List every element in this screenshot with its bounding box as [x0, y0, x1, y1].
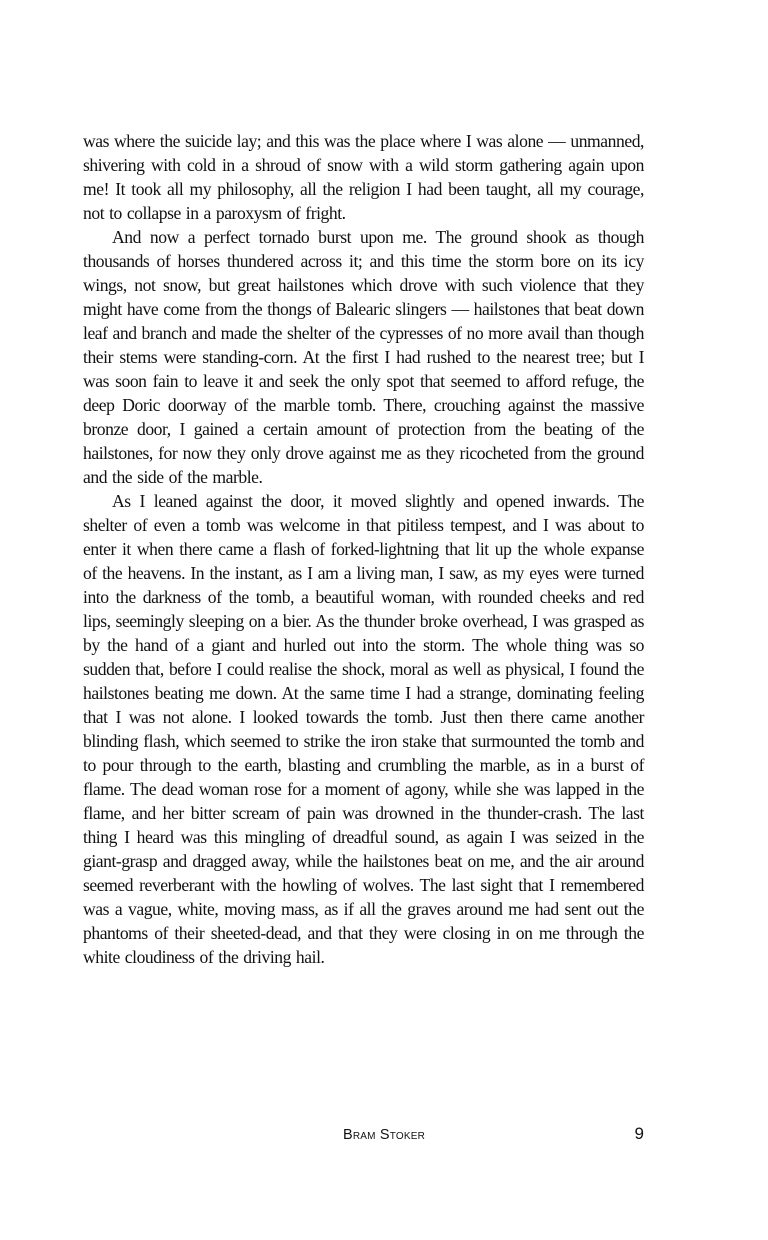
- paragraph-continued: was where the suicide lay; and this was the place where I was alone — unmanned, shivering with cold in a shroud of snow with a wild storm gathering again upon me! It took all my philosophy, all the religion I had been taught, all my courage, not to collapse in a paroxysm of fright.: [83, 131, 644, 223]
- page-number: 9: [634, 1124, 644, 1143]
- paragraph-tornado: And now a perfect tornado burst upon me. The ground shook as though thousands of horses thundered across it; and this time the storm bore on its icy wings, not snow, but great hailstones which drove with such violence that they might have come from the thongs of Balearic slingers — hailstones that beat down leaf and branch and made the shelter of the cypresses of no more avail than though their stems were standing-corn. At the first I had rushed to the nearest tree; but I was soon fain to leave it and seek the only spot that seemed to afford refuge, the deep Doric doorway of the marble tomb. There, crouching against the massive bronze door, I gained a certain amount of protection from the beating of the hailstones, for now they only drove against me as they ricocheted from the ground and the side of the marble.: [83, 227, 644, 487]
- paragraph-tomb-door: As I leaned against the door, it moved slightly and opened inwards. The shelter of even a tomb was welcome in that pitiless tempest, and I was about to enter it when there came a flash of forked-lightning that lit up the whole expanse of the heavens. In the instant, as I am a living man, I saw, as my eyes were turned into the darkness of the tomb, a beautiful woman, with rounded cheeks and red lips, seemingly sleeping on a bier. As the thunder broke overhead, I was grasped as by the hand of a giant and hurled out into the storm. The whole thing was so sudden that, before I could realise the shock, moral as well as physical, I found the hailstones beating me down. At the same time I had a strange, dominating feeling that I was not alone. I looked towards the tomb. Just then there came another blinding flash, which seemed to strike the iron stake that surmounted the tomb and to pour through to the earth, blasting and crumbling the marble, as in a burst of flame. The dead woman rose for a moment of agony, while she was lapped in the flame, and her bitter scream of pain was drowned in the thunder-crash. The last thing I heard was this mingling of dreadful sound, as again I was seized in the giant-grasp and dragged away, while the hailstones beat on me, and the air around seemed reverberant with the howling of wolves. The last sight that I remembered was a vague, white, moving mass, as if all the graves around me had sent out the phantoms of their sheeted-dead, and that they were closing in on me through the white cloudiness of the driving hail.: [83, 491, 644, 967]
- running-footer-author: Bram Stoker: [342, 1127, 426, 1143]
- body-text: [83, 129, 644, 969]
